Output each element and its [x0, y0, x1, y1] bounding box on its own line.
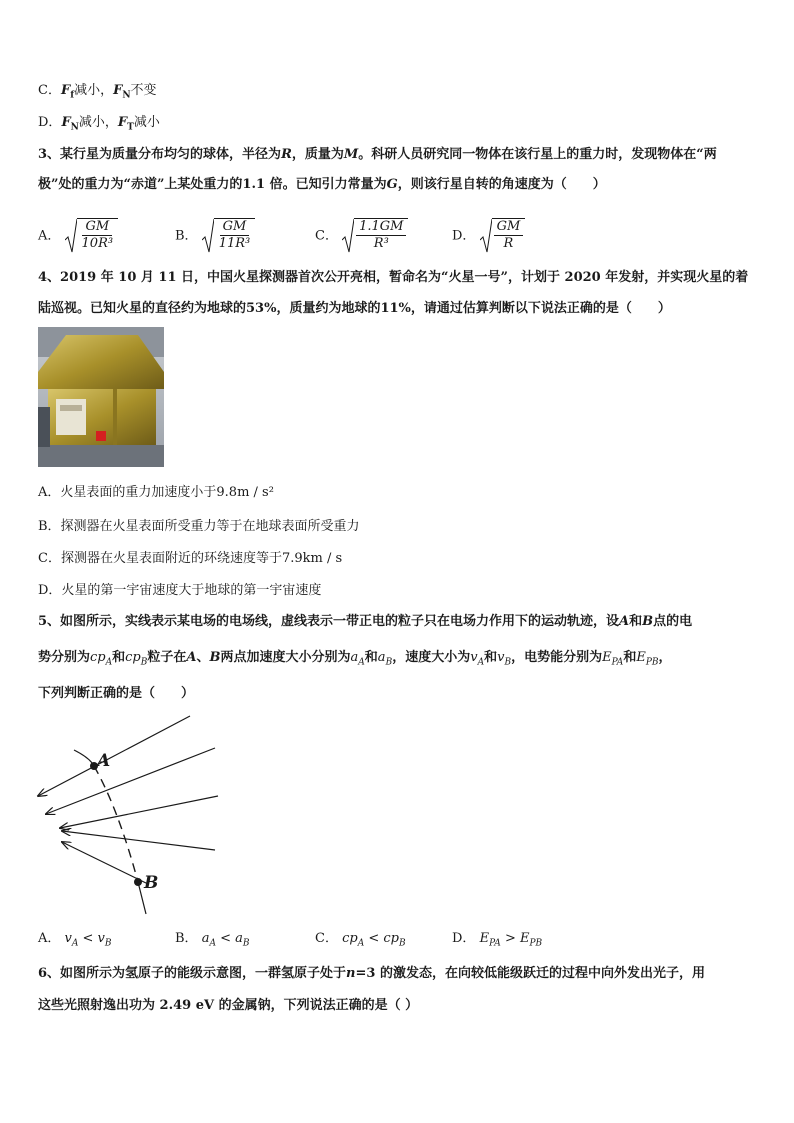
- sqrt-symbol: $\frac{GM}{R}$: [480, 218, 526, 254]
- q5-option-c: C． $cp_A < cp_B$: [315, 931, 406, 949]
- q3-option-a: A． $\frac{GM}{\text{10R³}}$: [38, 218, 118, 254]
- q2-option-d: D．$F_N$减小，$F_T$减小: [38, 115, 160, 133]
- q4-option-b: B．探测器在火星表面所受重力等于在地球表面所受重力: [38, 519, 360, 534]
- q4-option-a: A．火星表面的重力加速度小于9.8m / s²: [38, 485, 274, 500]
- q5-option-b: B． $a_A < a_B$: [175, 931, 250, 949]
- q2-option-c: C．$F_f$减小，$F_N$不变: [38, 83, 157, 101]
- point-b-label: B: [144, 873, 159, 893]
- q3-option-c: C． $\frac{1.1GM}{\text{R³}}$: [315, 218, 408, 254]
- q3-option-b: B． $\frac{GM}{\text{11R³}}$: [175, 218, 255, 254]
- q4-option-d: D．火星的第一宇宙速度大于地球的第一宇宙速度: [38, 583, 322, 598]
- q3-stem-line2: 极”处的重力为“赤道”上某处重力的1.1 倍。已知引力常量为G，则该行星自转的角速度为（ ）: [38, 177, 606, 192]
- q4-option-c: C．探测器在火星表面附近的环绕速度等于7.9km / s: [38, 551, 343, 566]
- q6-stem-line2: 这些光照射逸出功为 2.49 eV 的金属钠，下列说法正确的是（ ）: [38, 998, 419, 1013]
- q3-option-d: D． $\frac{GM}{R}$: [452, 218, 525, 254]
- q5-stem-line2: 势分别为$cp_A$和$cp_B$粒子在A、B两点加速度大小分别为$a_A$和$a_B$，速度大小为$v_A$和$v_B$，电势能分别为$E_{PA}$和$E_{PB}$，: [38, 650, 672, 668]
- q6-stem-line1: 6、如图所示为氢原子的能级示意图，一群氢原子处于n=3 的激发态，在向较低能级跃迁的过程中向外发出光子，用: [38, 966, 705, 981]
- q4-stem-line1: 4、2019 年 10 月 11 日，中国火星探测器首次公开亮相，暂命名为“火星一号”，计划于 2020 年发射，并实现火星的着: [38, 270, 749, 285]
- q5-option-a: A． $v_A < v_B$: [38, 931, 112, 949]
- q5-option-d: D． $E_{PA} > E_{PB}$: [452, 931, 543, 949]
- sqrt-symbol: $\frac{1.1GM}{\text{R³}}$: [342, 218, 408, 254]
- point-a-label: A: [97, 751, 111, 771]
- q5-stem-line3: 下列判断正确的是（ ）: [38, 686, 195, 701]
- q5-stem-line1: 5、如图所示，实线表示某电场的电场线，虚线表示一带正电的粒子只在电场力作用下的运动轨迹，设A和B点的电: [38, 614, 693, 629]
- sqrt-symbol: $\frac{GM}{\text{10R³}}$: [65, 218, 119, 254]
- q3-stem-line1: 3、某行星为质量分布均匀的球体，半径为R，质量为M。科研人员研究同一物体在该行星上的重力时，发现物体在“两: [38, 147, 717, 162]
- q4-stem-line2: 陆巡视。已知火星的直径约为地球的53%，质量约为地球的11%，请通过估算判断以下说法正确的是（ ）: [38, 301, 671, 316]
- sqrt-symbol: $\frac{GM}{\text{11R³}}$: [202, 218, 256, 254]
- mars-probe-photo: [38, 327, 164, 467]
- electric-field-diagram: [30, 708, 230, 918]
